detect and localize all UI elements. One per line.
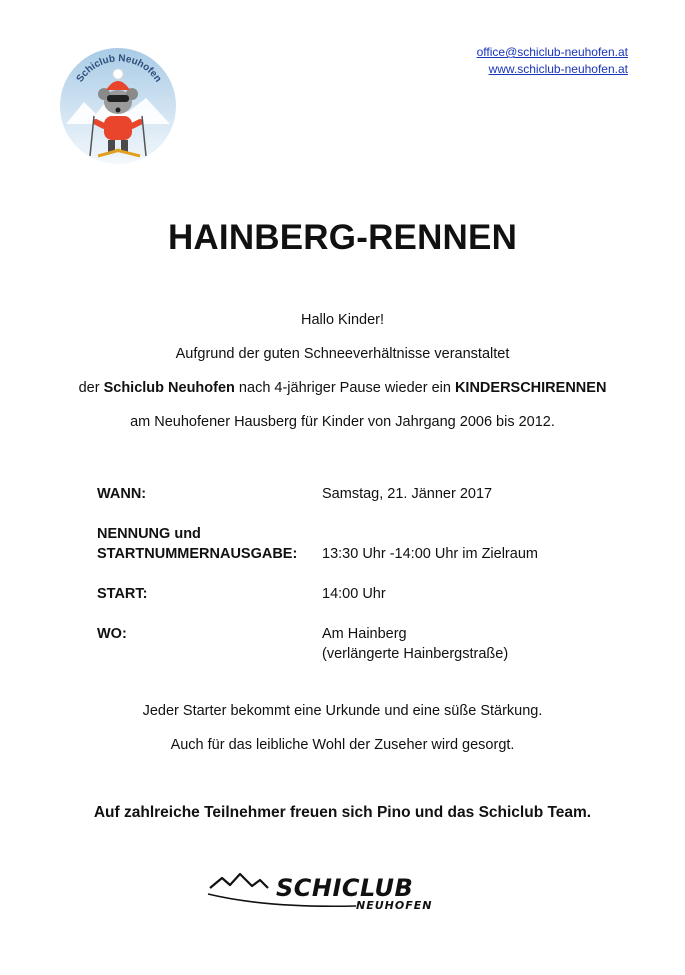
intro-block — [0, 310, 685, 446]
start-value: 14:00 Uhr — [322, 586, 386, 602]
greeting: Hallo Kinder! — [300, 312, 384, 328]
wann-value: Samstag, 21. Jänner 2017 — [322, 486, 493, 502]
notes-block — [0, 701, 685, 769]
note-line-1: Jeder Starter bekommt eine Urkunde und eine süße Stärkung. — [142, 703, 543, 719]
contact-block — [477, 44, 628, 78]
logo-text: Schiclub Neuhofen — [74, 53, 164, 85]
website-link[interactable]: www.schiclub-neuhofen.at — [488, 62, 628, 76]
wordmark-main: SCHICLUB — [276, 874, 414, 902]
schiclub-wordmark-logo — [206, 866, 476, 914]
wo-value: Am Hainberg (verlängerte Hainbergstraße) — [322, 626, 509, 662]
nennung-label: NENNUNG und STARTNUMMERNAUSGABE: — [97, 526, 298, 562]
intro-line-3: der Schiclub Neuhofen nach 4-jähriger Pause wieder ein KINDERSCHIRENNEN — [78, 380, 607, 396]
nennung-value: 13:30 Uhr -14:00 Uhr im Zielraum — [322, 546, 538, 562]
wo-label: WO: — [97, 626, 127, 642]
schiclub-mascot-logo — [54, 44, 182, 172]
intro-line-4: am Neuhofener Hausberg für Kinder von Jahrgang 2006 bis 2012. — [130, 414, 555, 430]
page-title: HAINBERG-RENNEN — [167, 218, 518, 257]
closing-line: Auf zahlreiche Teilnehmer freuen sich Pino und das Schiclub Team. — [93, 804, 592, 821]
start-label: START: — [97, 586, 148, 602]
note-line-2: Auch für das leibliche Wohl der Zuseher wird gesorgt. — [170, 737, 515, 753]
wordmark-sub: NEUHOFEN — [356, 899, 433, 912]
event-name: KINDERSCHIRENNEN — [454, 380, 607, 396]
club-name: Schiclub Neuhofen — [103, 380, 235, 396]
intro-line-2: Aufgrund der guten Schneeverhältnisse veranstaltet — [175, 346, 510, 362]
email-link[interactable]: office@schiclub-neuhofen.at — [476, 45, 628, 59]
wann-label: WANN: — [97, 486, 147, 502]
